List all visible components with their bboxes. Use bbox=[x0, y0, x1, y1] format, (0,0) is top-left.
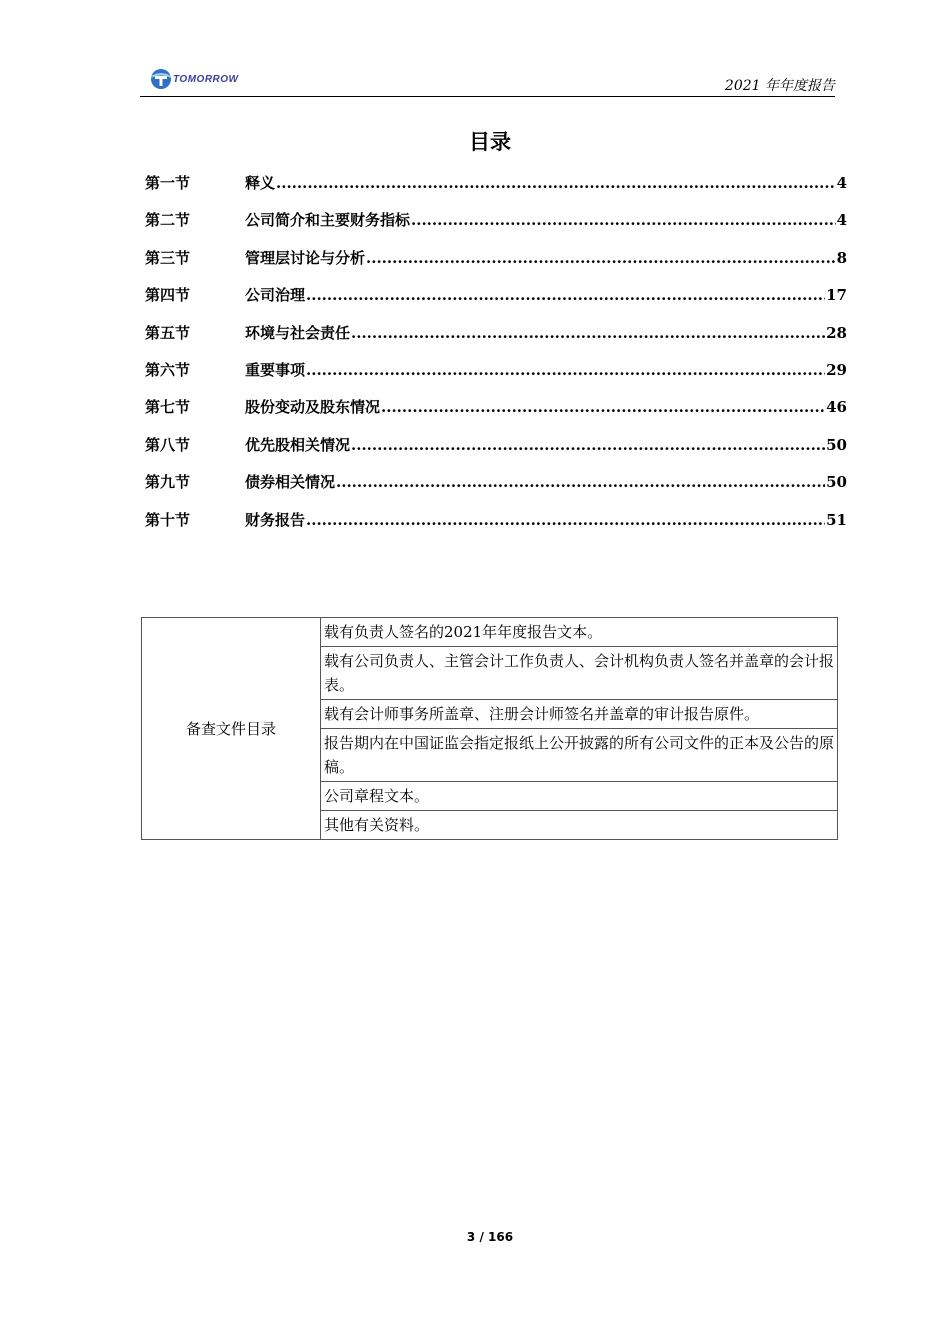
toc-entry[interactable] bbox=[145, 359, 847, 396]
toc-section-name: 股份变动及股东情况 bbox=[245, 398, 381, 417]
toc-section-name: 财务报告 bbox=[245, 510, 306, 529]
reference-doc-item: 载有会计师事务所盖章、注册会计师签名并盖章的审计报告原件。 bbox=[321, 700, 838, 729]
toc-section-number: 第一节 bbox=[145, 174, 191, 192]
toc-leader-dots bbox=[306, 286, 825, 304]
toc-page-number: 17 bbox=[826, 286, 847, 305]
logo-text: TOMORROW bbox=[173, 73, 239, 85]
toc-section-name: 优先股相关情况 bbox=[245, 435, 351, 454]
toc-section-name: 债券相关情况 bbox=[245, 473, 336, 492]
toc-leader-dots bbox=[336, 473, 825, 491]
toc-page-number: 4 bbox=[836, 174, 847, 192]
reference-doc-item: 载有公司负责人、主管会计工作负责人、会计机构负责人签名并盖章的会计报表。 bbox=[321, 647, 838, 700]
toc-section-name: 重要事项 bbox=[245, 360, 306, 379]
toc-title: 目录 bbox=[469, 129, 511, 154]
toc-entry[interactable] bbox=[145, 396, 847, 433]
reference-documents-table bbox=[141, 617, 838, 840]
toc-entry[interactable] bbox=[145, 471, 847, 508]
toc-section-number: 第九节 bbox=[145, 473, 191, 492]
toc-leader-dots bbox=[306, 361, 825, 379]
toc-section-number: 第七节 bbox=[145, 398, 191, 417]
toc-page-number: 50 bbox=[826, 435, 847, 454]
toc-section-number: 第六节 bbox=[145, 360, 191, 379]
toc-entry[interactable] bbox=[145, 509, 847, 546]
toc-leader-dots bbox=[276, 174, 836, 192]
toc-section-name: 公司治理 bbox=[245, 286, 306, 305]
toc-entry[interactable] bbox=[145, 172, 847, 209]
toc-leader-dots bbox=[381, 398, 825, 416]
toc-leader-dots bbox=[351, 436, 825, 454]
toc-page-number: 8 bbox=[836, 248, 847, 267]
toc-leader-dots bbox=[366, 249, 836, 267]
toc-section-number: 第五节 bbox=[145, 323, 191, 342]
toc-page-number: 4 bbox=[836, 211, 847, 230]
report-title: 2021 年年度报告 bbox=[724, 78, 835, 94]
reference-doc-item: 公司章程文本。 bbox=[321, 782, 838, 811]
toc-section-number: 第二节 bbox=[145, 211, 191, 230]
page-header bbox=[140, 62, 835, 97]
toc-section-name: 管理层讨论与分析 bbox=[245, 248, 366, 267]
toc-leader-dots bbox=[306, 511, 825, 529]
reference-docs-label: 备查文件目录 bbox=[142, 618, 321, 840]
reference-doc-item: 载有负责人签名的2021年年度报告文本。 bbox=[321, 618, 838, 647]
toc-entry[interactable] bbox=[145, 434, 847, 471]
toc-entry[interactable] bbox=[145, 209, 847, 246]
toc-leader-dots bbox=[411, 211, 836, 229]
toc-page-number: 50 bbox=[826, 473, 847, 492]
reference-doc-item: 其他有关资料。 bbox=[321, 811, 838, 840]
toc-section-name: 释义 bbox=[245, 174, 276, 192]
reference-doc-item: 报告期内在中国证监会指定报纸上公开披露的所有公司文件的正本及公告的原稿。 bbox=[321, 729, 838, 782]
toc-section-name: 公司简介和主要财务指标 bbox=[245, 211, 411, 230]
toc-section-number: 第四节 bbox=[145, 286, 191, 305]
page-number: 3 / 166 bbox=[466, 1230, 514, 1244]
toc-leader-dots bbox=[351, 324, 825, 342]
company-logo bbox=[150, 66, 238, 92]
toc-section-name: 环境与社会责任 bbox=[245, 323, 351, 342]
toc-section-number: 第三节 bbox=[145, 248, 191, 267]
toc-page-number: 46 bbox=[826, 398, 847, 417]
table-of-contents bbox=[145, 172, 847, 546]
toc-page-number: 29 bbox=[826, 360, 847, 379]
toc-section-number: 第八节 bbox=[145, 435, 191, 454]
toc-entry[interactable] bbox=[145, 322, 847, 359]
toc-entry[interactable] bbox=[145, 247, 847, 284]
toc-section-number: 第十节 bbox=[145, 510, 191, 529]
table-row bbox=[142, 618, 838, 647]
tomorrow-logo-icon bbox=[150, 68, 172, 90]
toc-page-number: 51 bbox=[826, 510, 847, 529]
toc-entry[interactable] bbox=[145, 284, 847, 321]
toc-page-number: 28 bbox=[826, 323, 847, 342]
